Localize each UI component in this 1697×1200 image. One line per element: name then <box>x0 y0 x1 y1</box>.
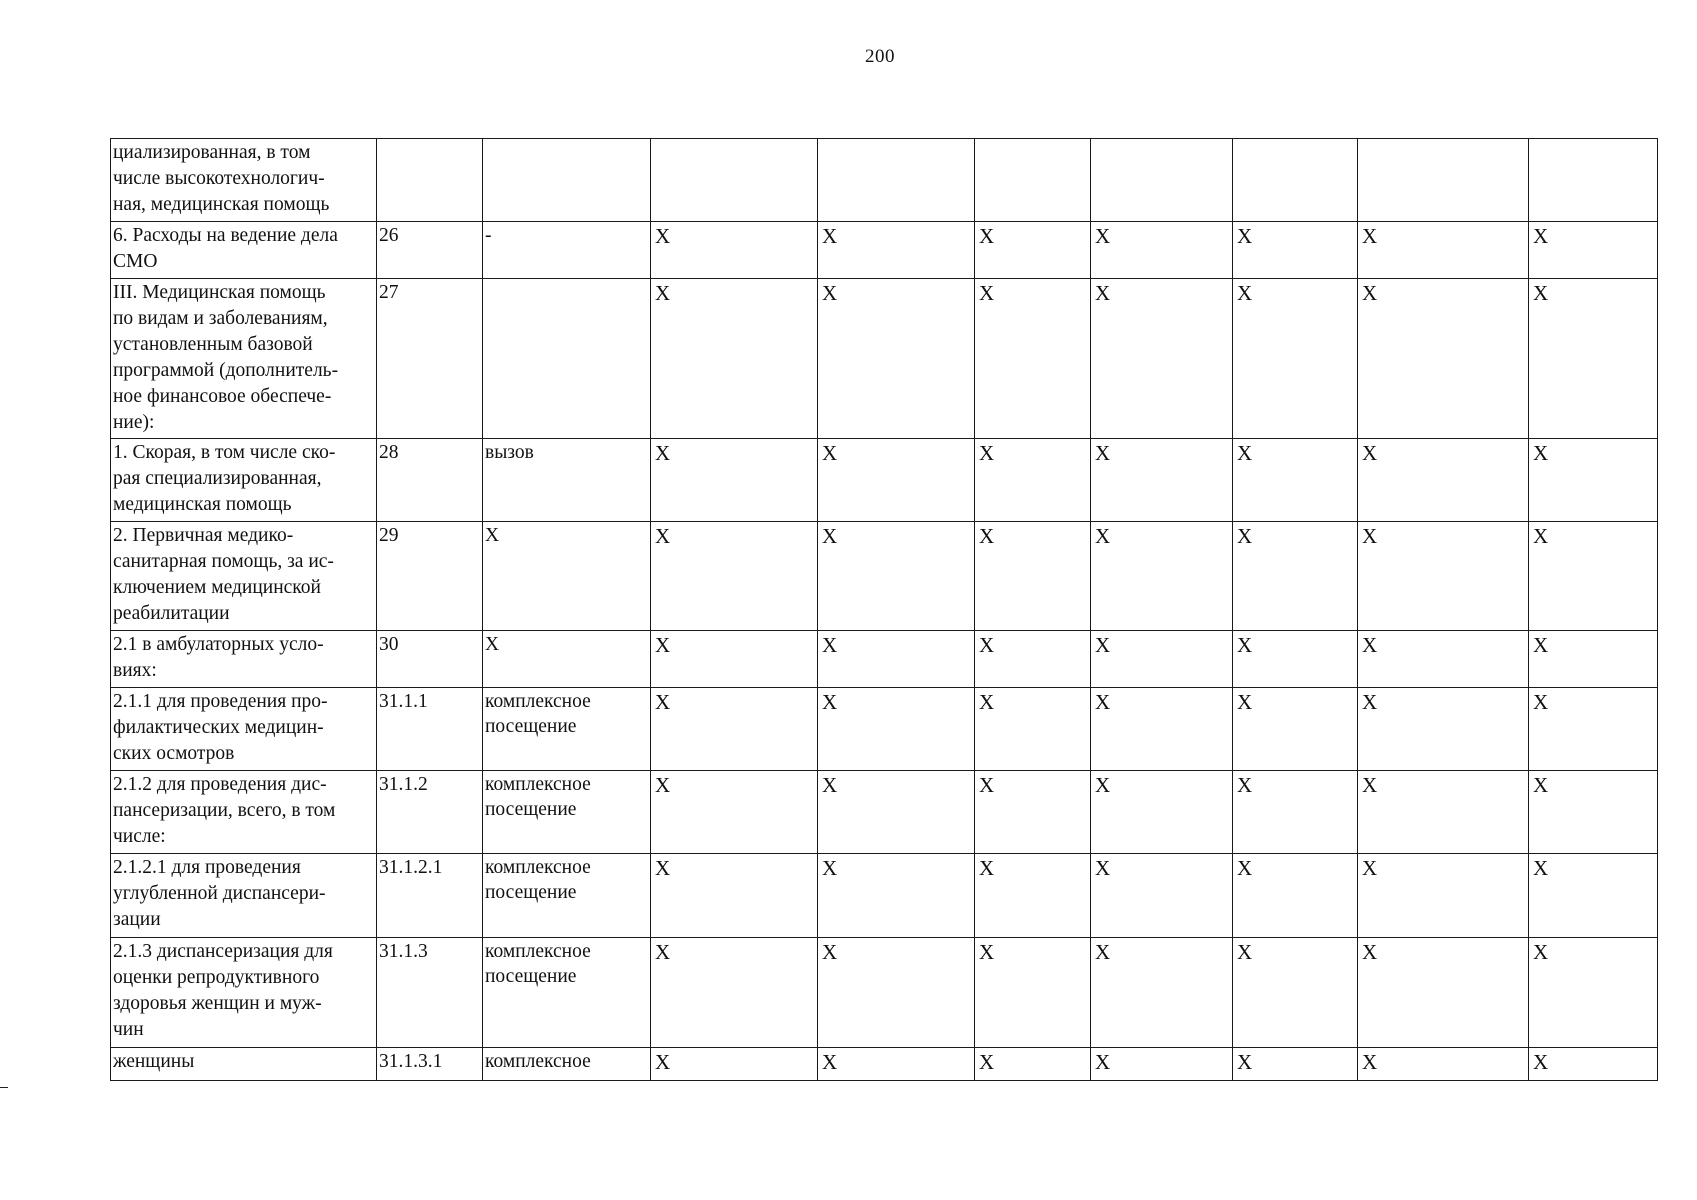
x-mark: X <box>655 281 671 305</box>
x-mark: X <box>1095 1050 1111 1074</box>
x-mark: X <box>1533 690 1549 714</box>
mark-cell <box>1091 439 1233 522</box>
row-unit-cell: комплексное <box>483 1048 651 1081</box>
x-mark: X <box>822 633 838 657</box>
x-mark: X <box>1362 281 1378 305</box>
x-mark: X <box>1533 441 1549 465</box>
x-mark: X <box>822 1050 838 1074</box>
x-mark: X <box>1095 441 1111 465</box>
mark-cell <box>1233 1048 1358 1081</box>
row-unit-cell: комплексное посещение <box>483 688 651 771</box>
table-row <box>111 222 1658 279</box>
x-mark: X <box>655 940 671 964</box>
x-mark: X <box>1237 940 1253 964</box>
x-mark: X <box>822 524 838 548</box>
row-name-cell: 2.1.1 для проведения про- филактических медицин- ских осмотров <box>111 688 377 771</box>
mark-cell <box>1358 139 1529 222</box>
x-mark: X <box>979 773 995 797</box>
x-mark: X <box>1533 940 1549 964</box>
mark-cell <box>1529 854 1658 938</box>
row-unit-cell: X <box>483 522 651 631</box>
x-mark: X <box>822 281 838 305</box>
row-unit-cell: - <box>483 222 651 279</box>
x-mark: X <box>1362 224 1378 248</box>
mark-cell <box>818 938 975 1048</box>
mark-cell <box>1358 222 1529 279</box>
mark-cell <box>1091 854 1233 938</box>
mark-cell <box>818 139 975 222</box>
row-line-number-cell: 28 <box>377 439 483 522</box>
x-mark: X <box>979 1050 995 1074</box>
x-mark: X <box>655 524 671 548</box>
row-name-cell: 6. Расходы на ведение дела СМО <box>111 222 377 279</box>
mark-cell <box>975 439 1091 522</box>
x-mark: X <box>822 690 838 714</box>
mark-cell <box>1091 688 1233 771</box>
mark-cell <box>818 522 975 631</box>
row-name-cell: 1. Скорая, в том числе ско- рая специализированная, медицинская помощь <box>111 439 377 522</box>
x-mark: X <box>1362 773 1378 797</box>
mark-cell <box>1233 279 1358 439</box>
mark-cell <box>1358 1048 1529 1081</box>
x-mark: X <box>1237 1050 1253 1074</box>
mark-cell <box>1529 439 1658 522</box>
mark-cell <box>1233 938 1358 1048</box>
margin-tick <box>0 1087 8 1088</box>
mark-cell <box>975 938 1091 1048</box>
table-row <box>111 1048 1658 1081</box>
x-mark: X <box>655 690 671 714</box>
x-mark: X <box>822 940 838 964</box>
row-name-cell: 2. Первичная медико- санитарная помощь, за ис- ключением медицинской реабилитации <box>111 522 377 631</box>
mark-cell <box>1091 1048 1233 1081</box>
x-mark: X <box>1362 441 1378 465</box>
row-name-cell: циализированная, в том числе высокотехнологич- ная, медицинская помощь <box>111 139 377 222</box>
mark-cell <box>975 854 1091 938</box>
mark-cell <box>975 688 1091 771</box>
row-unit-cell <box>483 139 651 222</box>
mark-cell <box>975 522 1091 631</box>
row-line-number-cell: 31.1.3.1 <box>377 1048 483 1081</box>
mark-cell <box>1233 522 1358 631</box>
table-row <box>111 279 1658 439</box>
x-mark: X <box>1237 441 1253 465</box>
page-number: 200 <box>865 46 895 67</box>
table-body <box>111 139 1658 1081</box>
x-mark: X <box>1362 856 1378 880</box>
mark-cell <box>651 139 818 222</box>
row-name-cell: женщины <box>111 1048 377 1081</box>
x-mark: X <box>979 690 995 714</box>
mark-cell <box>1529 631 1658 688</box>
row-name-cell: 2.1.2 для проведения дис- пансеризации, всего, в том числе: <box>111 771 377 854</box>
x-mark: X <box>1237 524 1253 548</box>
mark-cell <box>1358 522 1529 631</box>
mark-cell <box>651 522 818 631</box>
table-row <box>111 688 1658 771</box>
mark-cell <box>818 222 975 279</box>
mark-cell <box>1091 771 1233 854</box>
mark-cell <box>1358 771 1529 854</box>
x-mark: X <box>1362 690 1378 714</box>
x-mark: X <box>1533 773 1549 797</box>
mark-cell <box>651 854 818 938</box>
x-mark: X <box>655 1050 671 1074</box>
x-mark: X <box>1237 224 1253 248</box>
mark-cell <box>1358 631 1529 688</box>
mark-cell <box>1091 631 1233 688</box>
x-mark: X <box>1237 773 1253 797</box>
mark-cell <box>818 631 975 688</box>
x-mark: X <box>655 773 671 797</box>
mark-cell <box>1529 938 1658 1048</box>
x-mark: X <box>1533 856 1549 880</box>
mark-cell <box>651 688 818 771</box>
mark-cell <box>1358 688 1529 771</box>
row-unit-cell: X <box>483 631 651 688</box>
mark-cell <box>975 279 1091 439</box>
mark-cell <box>651 938 818 1048</box>
x-mark: X <box>655 224 671 248</box>
row-line-number-cell <box>377 139 483 222</box>
x-mark: X <box>1362 940 1378 964</box>
mark-cell <box>818 1048 975 1081</box>
mark-cell <box>975 139 1091 222</box>
x-mark: X <box>1533 1050 1549 1074</box>
mark-cell <box>975 631 1091 688</box>
mark-cell <box>1358 938 1529 1048</box>
row-line-number-cell: 29 <box>377 522 483 631</box>
row-name-cell: 2.1.3 диспансеризация для оценки репродуктивного здоровья женщин и муж- чин <box>111 938 377 1048</box>
mark-cell <box>1233 771 1358 854</box>
x-mark: X <box>1095 633 1111 657</box>
x-mark: X <box>979 224 995 248</box>
x-mark: X <box>1095 690 1111 714</box>
x-mark: X <box>655 633 671 657</box>
row-unit-cell: комплексное посещение <box>483 854 651 938</box>
mark-cell <box>1529 279 1658 439</box>
mark-cell <box>1233 688 1358 771</box>
mark-cell <box>1529 522 1658 631</box>
row-line-number-cell: 31.1.1 <box>377 688 483 771</box>
x-mark: X <box>655 441 671 465</box>
mark-cell <box>1529 688 1658 771</box>
row-unit-cell: комплексное посещение <box>483 938 651 1048</box>
row-line-number-cell: 31.1.2.1 <box>377 854 483 938</box>
mark-cell <box>651 631 818 688</box>
mark-cell <box>1529 771 1658 854</box>
mark-cell <box>1358 854 1529 938</box>
row-unit-cell: вызов <box>483 439 651 522</box>
mark-cell <box>975 222 1091 279</box>
x-mark: X <box>822 856 838 880</box>
mark-cell <box>1091 222 1233 279</box>
row-name-cell: 2.1.2.1 для проведения углубленной диспансери- зации <box>111 854 377 938</box>
row-name-cell: 2.1 в амбулаторных усло- виях: <box>111 631 377 688</box>
x-mark: X <box>1533 524 1549 548</box>
row-name-cell: III. Медицинская помощь по видам и заболеваниям, установленным базовой программой (дополнитель- ное финансовое обеспече- ние): <box>111 279 377 439</box>
x-mark: X <box>655 856 671 880</box>
mark-cell <box>651 279 818 439</box>
x-mark: X <box>1533 224 1549 248</box>
table-row <box>111 139 1658 222</box>
mark-cell <box>1233 439 1358 522</box>
x-mark: X <box>979 856 995 880</box>
mark-cell <box>1233 854 1358 938</box>
mark-cell <box>651 222 818 279</box>
mark-cell <box>651 771 818 854</box>
x-mark: X <box>1237 633 1253 657</box>
x-mark: X <box>1533 633 1549 657</box>
row-unit-cell: комплексное посещение <box>483 771 651 854</box>
table-row <box>111 631 1658 688</box>
mark-cell <box>1091 139 1233 222</box>
x-mark: X <box>1095 524 1111 548</box>
mark-cell <box>818 688 975 771</box>
mark-cell <box>1233 222 1358 279</box>
row-line-number-cell: 31.1.3 <box>377 938 483 1048</box>
x-mark: X <box>1362 524 1378 548</box>
row-line-number-cell: 27 <box>377 279 483 439</box>
mark-cell <box>1529 222 1658 279</box>
x-mark: X <box>1237 281 1253 305</box>
table-row <box>111 522 1658 631</box>
x-mark: X <box>1095 856 1111 880</box>
mark-cell <box>975 1048 1091 1081</box>
mark-cell <box>818 771 975 854</box>
x-mark: X <box>1533 281 1549 305</box>
row-line-number-cell: 26 <box>377 222 483 279</box>
x-mark: X <box>822 224 838 248</box>
x-mark: X <box>1095 940 1111 964</box>
mark-cell <box>1529 1048 1658 1081</box>
table-row <box>111 938 1658 1048</box>
mark-cell <box>1358 279 1529 439</box>
mark-cell <box>1358 439 1529 522</box>
x-mark: X <box>822 441 838 465</box>
x-mark: X <box>979 524 995 548</box>
row-unit-cell <box>483 279 651 439</box>
data-table <box>110 138 1658 1081</box>
x-mark: X <box>979 281 995 305</box>
table-row <box>111 771 1658 854</box>
row-line-number-cell: 31.1.2 <box>377 771 483 854</box>
x-mark: X <box>1095 773 1111 797</box>
x-mark: X <box>1095 224 1111 248</box>
mark-cell <box>1233 139 1358 222</box>
mark-cell <box>975 771 1091 854</box>
row-line-number-cell: 30 <box>377 631 483 688</box>
mark-cell <box>1091 938 1233 1048</box>
mark-cell <box>1091 522 1233 631</box>
mark-cell <box>818 439 975 522</box>
x-mark: X <box>1362 633 1378 657</box>
x-mark: X <box>822 773 838 797</box>
x-mark: X <box>979 940 995 964</box>
x-mark: X <box>979 441 995 465</box>
mark-cell <box>651 1048 818 1081</box>
table-row <box>111 439 1658 522</box>
mark-cell <box>818 854 975 938</box>
mark-cell <box>1529 139 1658 222</box>
x-mark: X <box>1362 1050 1378 1074</box>
x-mark: X <box>1237 856 1253 880</box>
mark-cell <box>1091 279 1233 439</box>
table-row <box>111 854 1658 938</box>
x-mark: X <box>979 633 995 657</box>
mark-cell <box>651 439 818 522</box>
x-mark: X <box>1095 281 1111 305</box>
x-mark: X <box>1237 690 1253 714</box>
mark-cell <box>818 279 975 439</box>
mark-cell <box>1233 631 1358 688</box>
